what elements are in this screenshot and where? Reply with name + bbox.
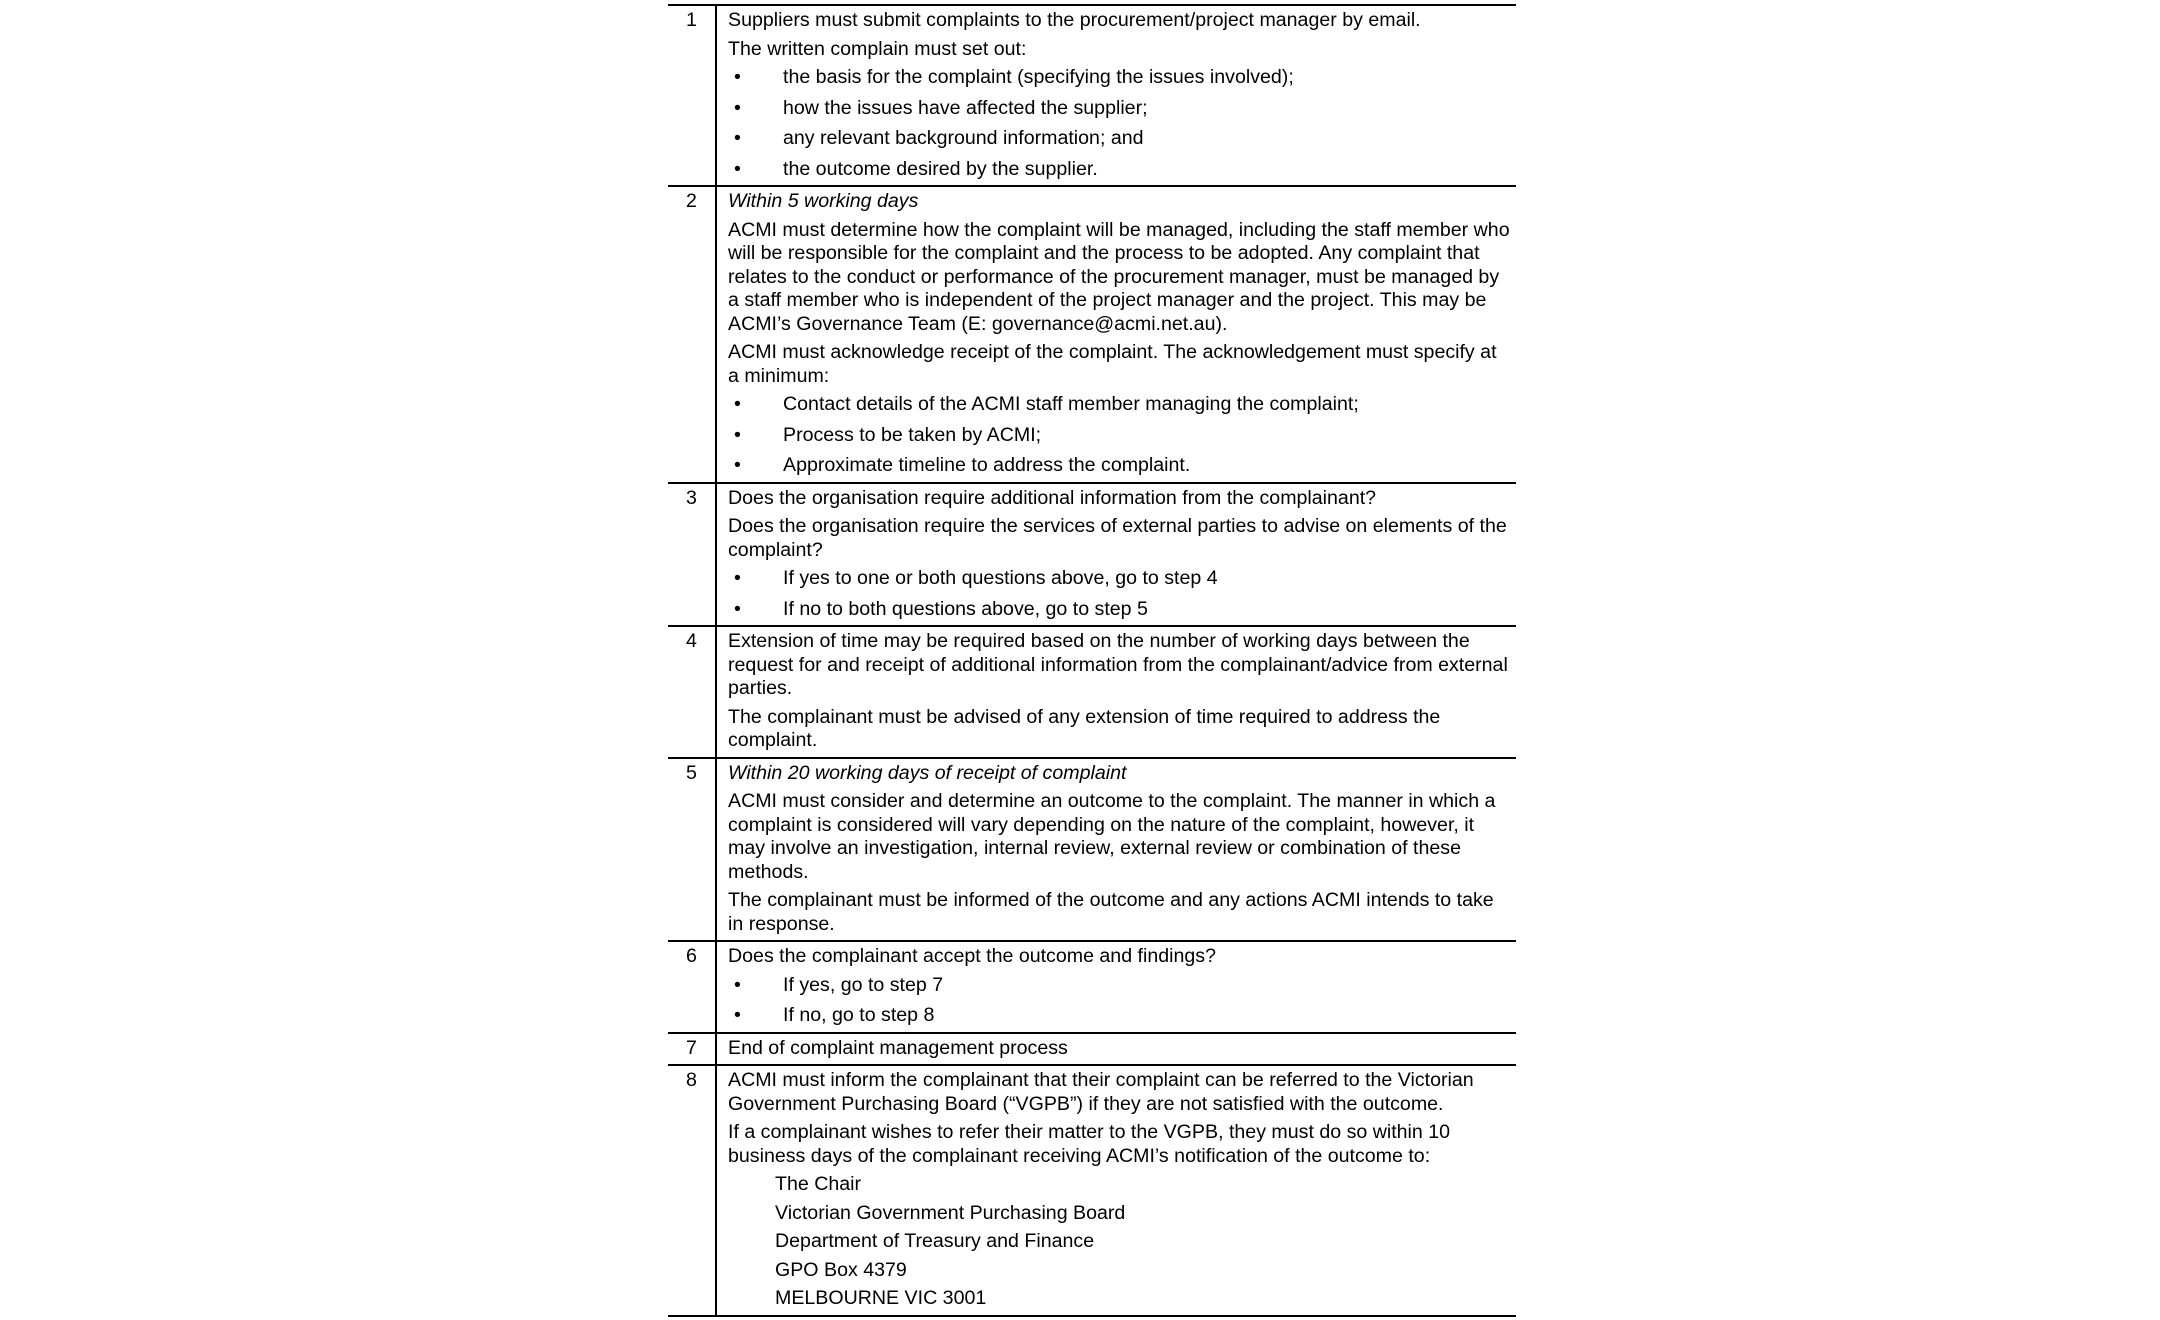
address-line: Victorian Government Purchasing Board	[775, 1201, 1126, 1224]
step-row-1	[668, 5, 1516, 186]
list-item-text: If yes, go to step 7	[783, 973, 944, 996]
bullet-icon: •	[734, 597, 741, 620]
step-row-3	[668, 483, 1516, 627]
step-content	[716, 1033, 1516, 1066]
step-number: 6	[668, 941, 716, 1033]
list-item-text: If yes to one or both questions above, go to step 4	[783, 567, 1218, 589]
step-row-7	[668, 1033, 1516, 1066]
list-item-text: the basis for the complaint (specifying the issues involved);	[783, 66, 1294, 88]
list-item	[728, 393, 1512, 417]
step-number: 8	[668, 1065, 716, 1316]
list-item	[728, 454, 1512, 478]
bullet-icon: •	[734, 1004, 741, 1026]
step-row-4	[668, 626, 1516, 758]
step-content	[716, 5, 1516, 186]
list-item-text: Contact details of the ACMI staff member managing the complaint;	[783, 393, 1359, 415]
step-paragraph: ACMI must inform the complainant that their complaint can be referred to the Victorian Government Purchasing Board (“VGPB”) if they are not satisfied with the outcome.	[728, 1069, 1474, 1115]
bullet-icon: •	[734, 393, 741, 415]
bullet-icon: •	[734, 127, 741, 149]
complaint-process-table	[668, 4, 1516, 1317]
step-row-5	[668, 758, 1516, 942]
table-body	[668, 5, 1516, 1316]
step-row-8	[668, 1065, 1516, 1316]
list-item	[728, 598, 1512, 622]
bullet-list	[728, 393, 1512, 478]
address-line: GPO Box 4379	[775, 1258, 907, 1281]
step-number: 1	[668, 5, 716, 186]
list-item	[728, 66, 1512, 90]
step-content	[716, 758, 1516, 942]
bullet-list	[728, 974, 1512, 1028]
step-row-2	[668, 186, 1516, 483]
list-item	[728, 127, 1512, 151]
step-number: 4	[668, 626, 716, 758]
step-paragraph: The complainant must be advised of any extension of time required to address the complaint.	[728, 705, 1441, 751]
step-content	[716, 1065, 1516, 1316]
list-item	[728, 97, 1512, 121]
step-number: 3	[668, 483, 716, 627]
step-content	[716, 626, 1516, 758]
list-item-text: Process to be taken by ACMI;	[783, 423, 1042, 446]
step-paragraph: End of complaint management process	[728, 1036, 1068, 1059]
step-paragraph: Suppliers must submit complaints to the procurement/project manager by email.	[728, 9, 1421, 31]
list-item	[728, 1004, 1512, 1028]
step-timeframe: Within 20 working days of receipt of complaint	[728, 761, 1127, 784]
bullet-icon: •	[734, 423, 741, 446]
step-number: 7	[668, 1033, 716, 1066]
bullet-list	[728, 567, 1512, 621]
step-paragraph: Does the organisation require the services of external parties to advise on elements of the complaint?	[728, 515, 1507, 561]
bullet-icon: •	[734, 157, 741, 180]
bullet-icon: •	[734, 96, 741, 119]
list-item-text: the outcome desired by the supplier.	[783, 157, 1098, 180]
step-paragraph: ACMI must acknowledge receipt of the complaint. The acknowledgement must specify at a minimum:	[728, 341, 1497, 387]
bullet-icon: •	[734, 454, 741, 476]
address-line: MELBOURNE VIC 3001	[775, 1287, 987, 1309]
step-paragraph: Does the complainant accept the outcome and findings?	[728, 945, 1216, 967]
bullet-icon: •	[734, 567, 741, 589]
step-timeframe: Within 5 working days	[728, 190, 919, 212]
step-number: 2	[668, 186, 716, 483]
step-paragraph: ACMI must consider and determine an outcome to the complaint. The manner in which a complaint is considered will vary depending on the nature of the complaint, however, it may involve an investigation, internal review, external review or combination of these methods.	[728, 790, 1496, 883]
list-item-text: Approximate timeline to address the complaint.	[783, 454, 1191, 476]
list-item-text: If no to both questions above, go to step 5	[783, 597, 1148, 620]
step-paragraph: If a complainant wishes to refer their matter to the VGPB, they must do so within 10 business days of the complainant receiving ACMI’s notification of the outcome to:	[728, 1121, 1451, 1167]
step-content	[716, 186, 1516, 483]
postal-address	[728, 1173, 1512, 1311]
list-item	[728, 567, 1512, 591]
list-item-text: any relevant background information; and	[783, 127, 1144, 149]
address-line: The Chair	[775, 1173, 862, 1195]
step-paragraph: The complainant must be informed of the outcome and any actions ACMI intends to take in response.	[728, 889, 1494, 935]
bullet-list	[728, 66, 1512, 181]
address-line: Department of Treasury and Finance	[775, 1230, 1095, 1252]
step-content	[716, 483, 1516, 627]
step-paragraph: Extension of time may be required based on the number of working days between the request for and receipt of additional information from the complainant/advice from external parties.	[728, 630, 1508, 699]
step-paragraph: The written complain must set out:	[728, 37, 1027, 60]
bullet-icon: •	[734, 66, 741, 88]
step-content	[716, 941, 1516, 1033]
list-item	[728, 974, 1512, 998]
list-item-text: how the issues have affected the supplier;	[783, 96, 1148, 119]
list-item-text: If no, go to step 8	[783, 1004, 935, 1026]
list-item	[728, 158, 1512, 182]
bullet-icon: •	[734, 973, 741, 996]
step-paragraph: ACMI must determine how the complaint will be managed, including the staff member who will be responsible for the complaint and the process to be adopted. Any complaint that relates to the conduct or performance of the procurement manager, must be managed by a staff member who is independent of the project manager and the project. This may be ACMI’s Governance Team (E: governance@acmi.net.au).	[728, 218, 1510, 335]
step-number: 5	[668, 758, 716, 942]
list-item	[728, 424, 1512, 448]
step-row-6	[668, 941, 1516, 1033]
step-paragraph: Does the organisation require additional information from the complainant?	[728, 486, 1377, 509]
